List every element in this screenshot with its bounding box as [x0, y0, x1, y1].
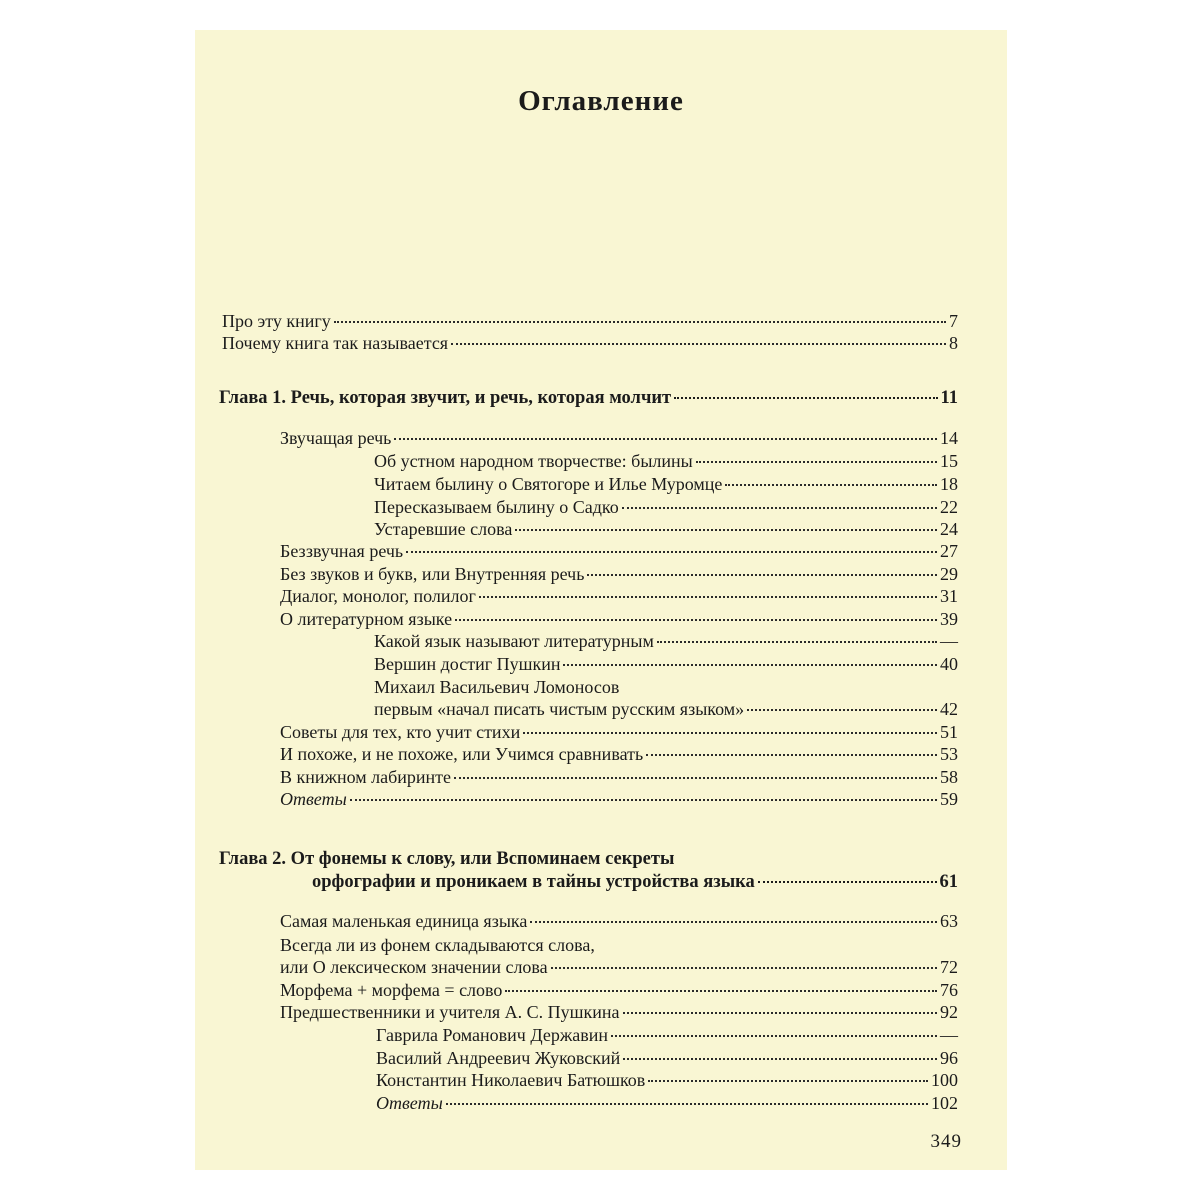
- page-title: Оглавление: [518, 85, 684, 117]
- toc-entry-label: Пересказываем былину о Садко: [374, 497, 619, 517]
- book-page: [195, 30, 1007, 1170]
- toc-entry-label: Читаем былину о Святогоре и Илье Муромце: [374, 474, 723, 494]
- leader-dots: [622, 507, 937, 509]
- toc-entry-page: —: [940, 1025, 958, 1045]
- toc-entry-page: 76: [940, 980, 958, 1000]
- leader-dots: [551, 967, 937, 969]
- toc-entry-page: 92: [940, 1002, 958, 1022]
- toc-entry-page: 8: [949, 333, 958, 353]
- toc-entry-label: Самая маленькая единица языка: [280, 911, 528, 931]
- toc-entry: [280, 563, 958, 585]
- toc-entry-line: Всегда ли из фонем складываются слова,: [280, 935, 595, 955]
- toc-entry-label: И похоже, и не похоже, или Учимся сравнивать: [280, 744, 644, 764]
- leader-dots: [530, 921, 937, 923]
- toc-entry: [280, 766, 958, 788]
- leader-dots: [446, 1103, 928, 1105]
- toc-entry-label: Про эту книгу: [222, 311, 331, 331]
- toc-entry: [222, 310, 958, 332]
- chapter-title: Глава 1. Речь, которая звучит, и речь, которая молчит: [219, 388, 672, 408]
- toc-entry: [280, 540, 958, 562]
- toc-entry-label: О литературном языке: [280, 609, 453, 629]
- leader-dots: [646, 754, 937, 756]
- leader-dots: [611, 1035, 937, 1037]
- leader-dots: [623, 1012, 937, 1014]
- chapter-title-line2: орфографии и проникаем в тайны устройства языка: [312, 872, 755, 892]
- leader-dots: [623, 1058, 937, 1060]
- toc-entry-label: Какой язык называют литературным: [374, 631, 654, 651]
- toc-entry-label: Ответы: [376, 1093, 443, 1113]
- toc-entry-page: 96: [940, 1048, 958, 1068]
- toc-entry: [280, 1001, 958, 1023]
- toc-entry-label: В книжном лабиринте: [280, 767, 452, 787]
- leader-dots: [505, 990, 937, 992]
- toc-entry-page: 63: [940, 911, 958, 931]
- leader-dots: [455, 619, 937, 621]
- toc-subentry: [376, 1047, 958, 1069]
- leader-dots: [747, 709, 937, 711]
- chapter-heading: [312, 871, 958, 893]
- toc-entry-label: Ответы: [280, 789, 347, 809]
- toc-entry-page: 22: [940, 497, 958, 517]
- toc-entry-label: первым «начал писать чистым русским языком»: [374, 699, 745, 719]
- leader-dots: [758, 881, 937, 883]
- toc-subentry: [374, 518, 958, 540]
- toc-entry: [280, 979, 958, 1001]
- toc-entry-page: 53: [940, 744, 958, 764]
- leader-dots: [523, 732, 937, 734]
- toc-subentry: [374, 630, 958, 652]
- toc-entry: [280, 743, 958, 765]
- toc-entry-page: 100: [931, 1070, 958, 1090]
- toc-subentry: [374, 496, 958, 518]
- leader-dots: [725, 484, 937, 486]
- chapter-title: Глава 2. От фонемы к слову, или Вспоминаем секреты: [219, 849, 675, 869]
- toc-subentry-line: Михаил Васильевич Ломоносов: [374, 677, 620, 697]
- leader-dots: [406, 551, 937, 553]
- leader-dots: [674, 397, 937, 399]
- leader-dots: [334, 321, 946, 323]
- toc-entry-label: Звучащая речь: [280, 428, 392, 448]
- toc-subentry: [376, 1024, 958, 1046]
- chapter-page: 11: [940, 388, 958, 408]
- toc-entry-label: или О лексическом значении слова: [280, 957, 548, 977]
- toc-subentry: [376, 1069, 958, 1091]
- leader-dots: [451, 343, 946, 345]
- toc-entry-page: 102: [931, 1093, 958, 1113]
- toc-entry: [280, 910, 958, 932]
- toc-entry-page: 39: [940, 609, 958, 629]
- toc-entry-label: Предшественники и учителя А. С. Пушкина: [280, 1002, 620, 1022]
- toc-entry: [280, 427, 958, 449]
- toc-entry-label: Почему книга так называется: [222, 333, 449, 353]
- toc-entry-page: 29: [940, 564, 958, 584]
- toc-entry-label: Василий Андреевич Жуковский: [376, 1048, 621, 1068]
- leader-dots: [696, 461, 937, 463]
- toc-subentry: [374, 450, 958, 472]
- toc-entry-page: 58: [940, 767, 958, 787]
- toc-entry-label: Морфема + морфема = слово: [280, 980, 503, 1000]
- toc-entry-answers: [376, 1092, 958, 1114]
- toc-entry-label: Без звуков и букв, или Внутренняя речь: [280, 564, 585, 584]
- toc-entry: [280, 608, 958, 630]
- chapter-heading: [219, 387, 958, 409]
- toc-entry: [222, 332, 958, 354]
- toc-entry-label: Вершин достиг Пушкин: [374, 654, 561, 674]
- toc-entry: [280, 956, 958, 978]
- toc-entry-page: 7: [949, 311, 958, 331]
- toc-entry-page: 31: [940, 586, 958, 606]
- leader-dots: [587, 574, 937, 576]
- leader-dots: [657, 641, 937, 643]
- toc-entry-page: 40: [940, 654, 958, 674]
- toc-entry-page: 27: [940, 541, 958, 561]
- toc-entry-page: 59: [940, 789, 958, 809]
- leader-dots: [394, 438, 937, 440]
- toc-entry: [280, 585, 958, 607]
- page-number: 349: [930, 1131, 962, 1152]
- toc-entry-page: 18: [940, 474, 958, 494]
- toc-subentry: [374, 653, 958, 675]
- toc-entry-label: Об устном народном творчестве: былины: [374, 451, 693, 471]
- toc-entry-label: Советы для тех, кто учит стихи: [280, 722, 521, 742]
- toc-entry-page: —: [940, 631, 958, 651]
- toc-entry-page: 42: [940, 699, 958, 719]
- toc-entry-page: 51: [940, 722, 958, 742]
- toc-entry-label: Беззвучная речь: [280, 541, 404, 561]
- leader-dots: [563, 664, 937, 666]
- toc-subentry: [374, 473, 958, 495]
- toc-entry-label: Диалог, монолог, полилог: [280, 586, 476, 606]
- leader-dots: [648, 1080, 928, 1082]
- toc-subentry: [374, 698, 958, 720]
- toc-entry-label: Устаревшие слова: [374, 519, 513, 539]
- toc-entry-page: 24: [940, 519, 958, 539]
- toc-entry-label: Гаврила Романович Державин: [376, 1025, 609, 1045]
- leader-dots: [479, 596, 937, 598]
- toc-entry-page: 14: [940, 428, 958, 448]
- toc-entry-answers: [280, 788, 958, 810]
- leader-dots: [350, 799, 937, 801]
- toc-entry-label: Константин Николаевич Батюшков: [376, 1070, 646, 1090]
- toc-entry: [280, 721, 958, 743]
- leader-dots: [515, 529, 937, 531]
- toc-entry-page: 72: [940, 957, 958, 977]
- toc-entry-page: 15: [940, 451, 958, 471]
- chapter-page: 61: [939, 872, 958, 892]
- leader-dots: [454, 777, 937, 779]
